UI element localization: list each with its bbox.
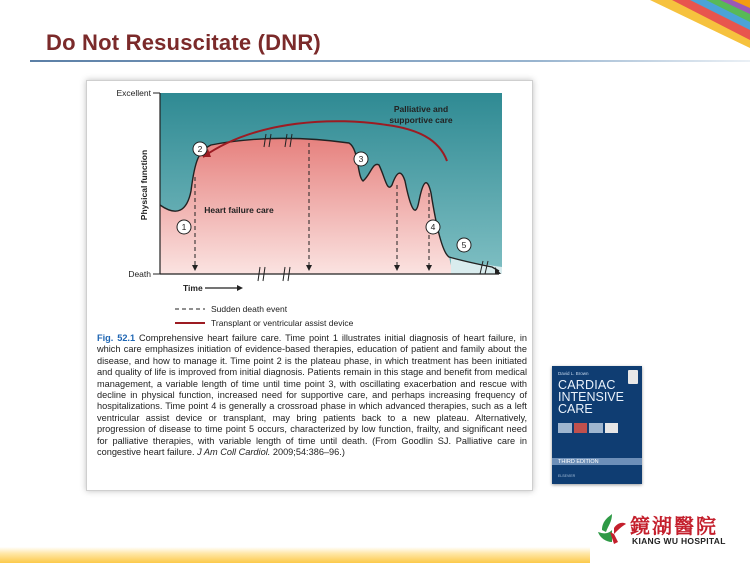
book-author: David L. Brown [558,371,589,376]
time-point-1: 1 [181,222,187,232]
palliative-label-line1: Palliative and [393,104,449,114]
y-axis-label: Physical function [139,149,149,221]
decorative-bottom-bar [0,547,590,563]
hospital-logo-icon [596,512,628,546]
legend-sudden-death: Sudden death event [211,304,288,314]
book-publisher: ELSEVIER [558,474,576,478]
caption-citation-end: 2009;54:386–96.) [270,447,345,458]
figure-card [86,80,533,491]
hospital-name-english: KIANG WU HOSPITAL [632,536,726,546]
area-label: Heart failure care [204,205,274,215]
heart-failure-trajectory-diagram [87,81,532,331]
time-point-2: 2 [197,144,203,154]
hospital-name-chinese: 鏡湖醫院 [630,514,718,538]
book-title-line1: CARDIAC [558,378,616,392]
book-badge [628,370,638,384]
y-bottom-label: Death [128,269,151,279]
time-point-4: 4 [430,222,436,232]
caption-text: Comprehensive heart failure care. Time point 1 illustrates initial diagnosis of heart failure, in which care emphasizes initiation of evidence-based therapies, education of patient and family about the disease, and how to manage it. Time point 2 is the plateau phase, in which treatment has been initiated and quality of life is improved from initial diagnosis. Patients remain in this stage and benefit from medical management, a variable length of time until time point 3, with oscillating exacerbation and rescue with decline in physical function, increased need for supportive care, and perhaps increasing frequency of hospitalizations. Time point 4 is generally a crossroad phase in which advanced therapies, such as a left ventricular assist device or transplant, may bring patients back to a new plateau. Alternatively, progression of disease to time point 5 occurs, characterized by low function, frailty, and significant need for palliative therapies, with variable length of time until death. (From Goodlin SJ. Palliative care in congestive heart failure. [97,333,527,458]
figure-caption [97,333,527,458]
legend-transplant: Transplant or ventricular assist device [211,318,354,328]
book-cover-image [552,366,642,484]
book-edition: THIRD EDITION [558,459,599,465]
title-divider [30,60,750,62]
caption-journal: J Am Coll Cardiol. [197,447,271,458]
time-point-3: 3 [358,154,364,164]
time-point-5: 5 [461,240,467,250]
book-title-line3: CARE [558,402,593,416]
book-cover-thumbnails [558,423,618,433]
slide-title: Do Not Resuscitate (DNR) [46,30,321,55]
caption-figure-number: Fig. 52.1 [97,333,136,343]
palliative-label-line2: supportive care [389,115,453,125]
y-top-label: Excellent [116,88,151,98]
book-title-line2: INTENSIVE [558,390,624,404]
decorative-fan-graphic [610,0,750,60]
x-axis-label: Time [183,283,203,293]
